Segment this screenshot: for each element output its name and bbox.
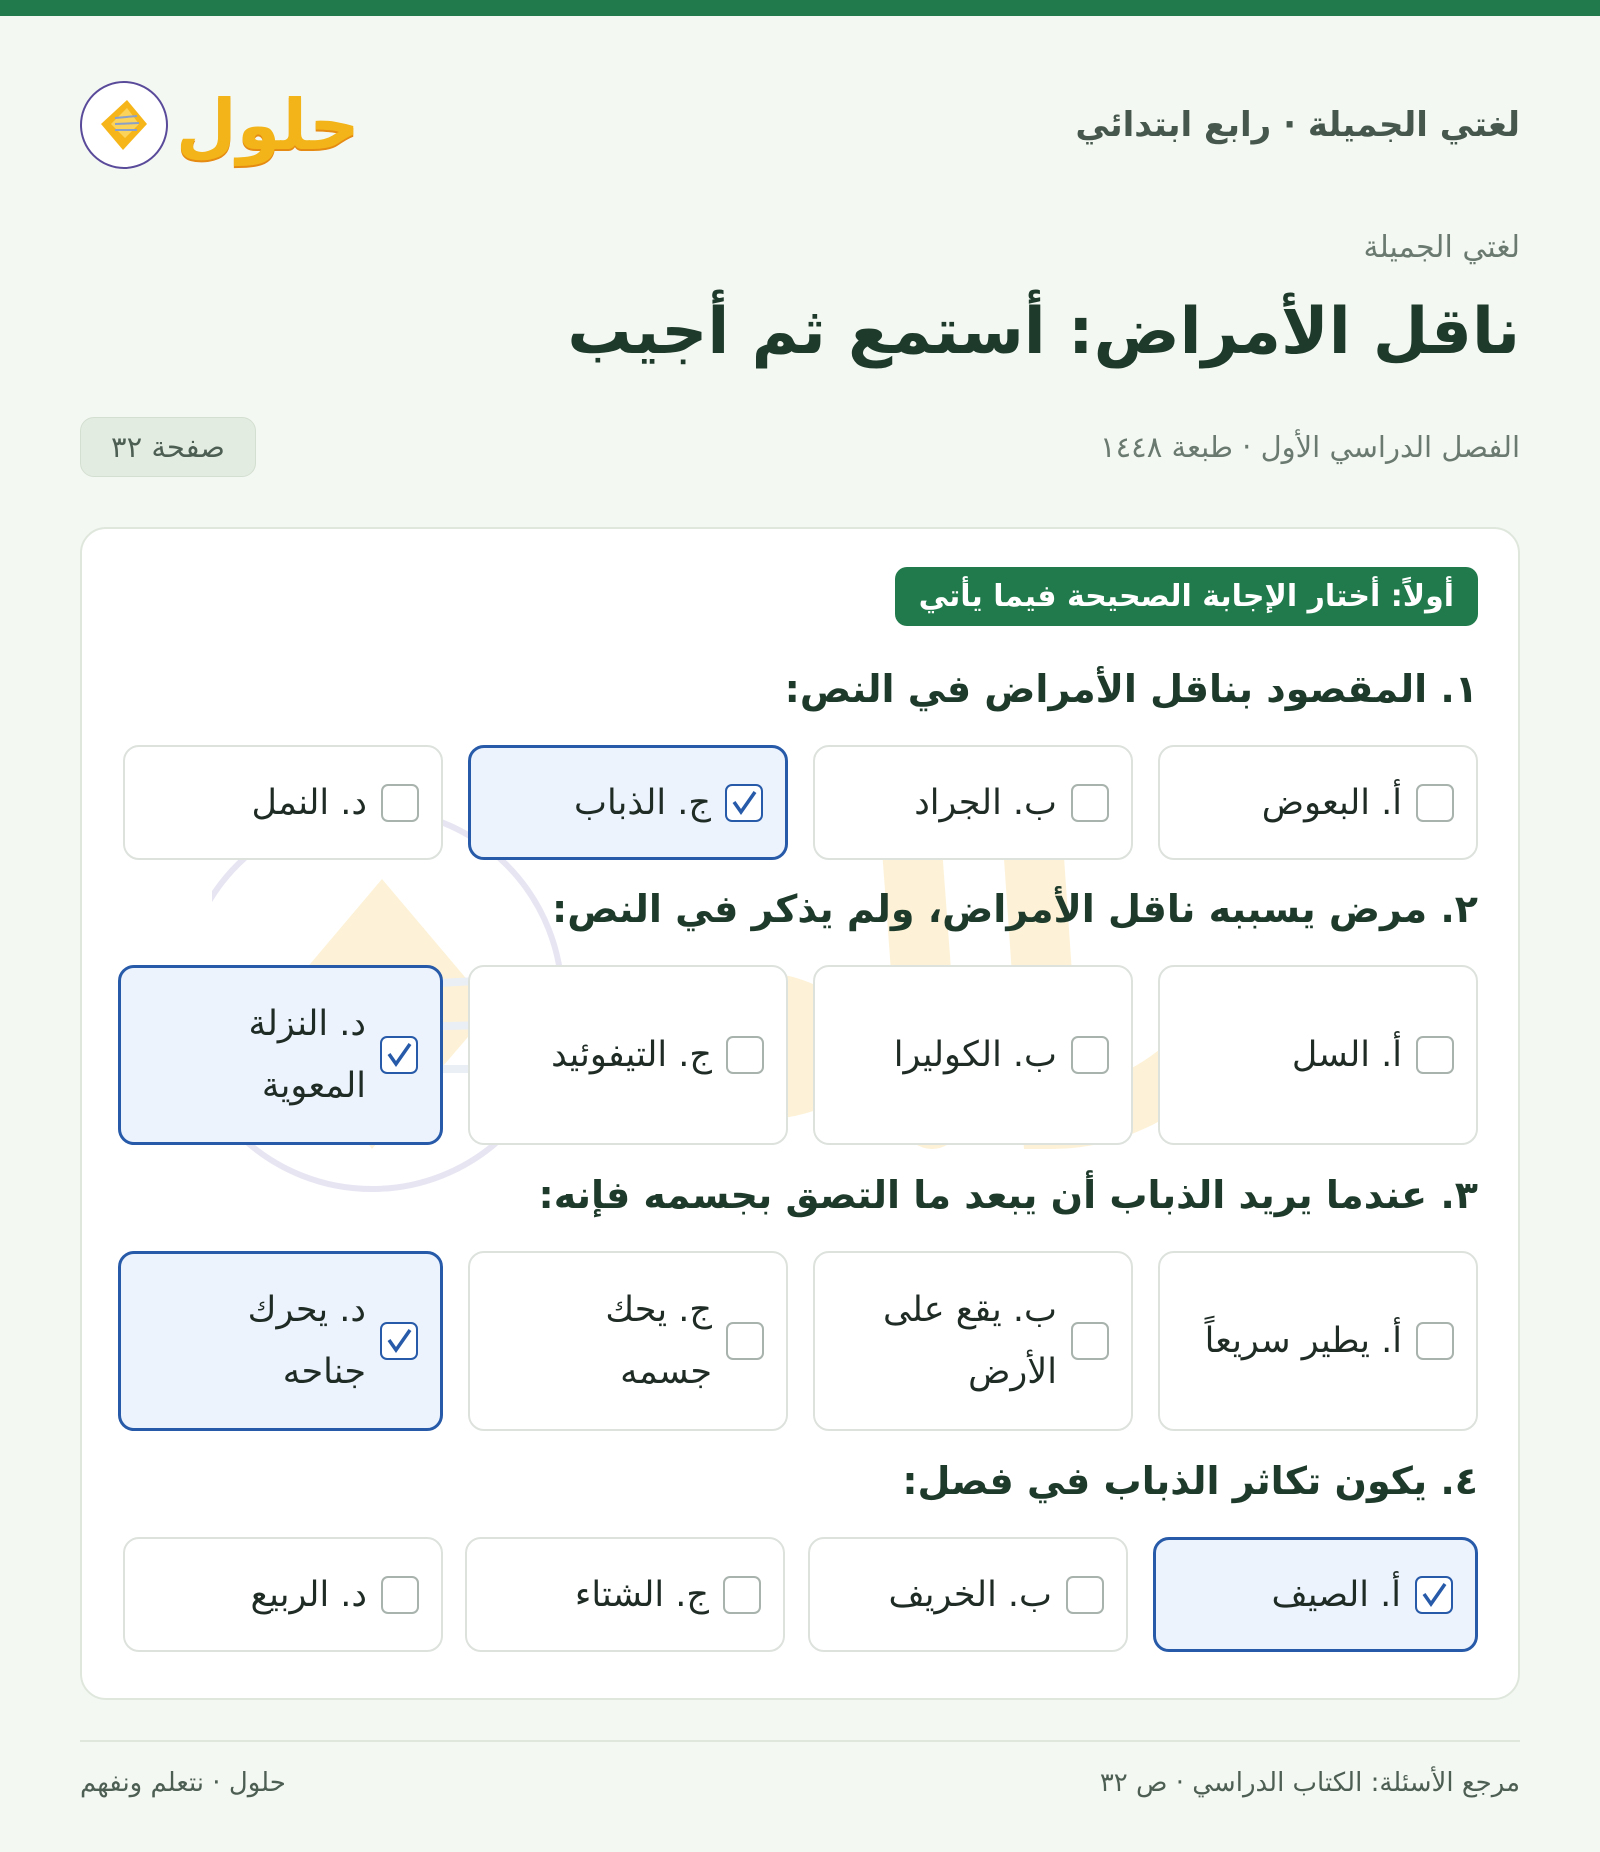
checkbox[interactable]: [381, 1576, 419, 1614]
option-label: ب. الكوليرا: [893, 1035, 1057, 1075]
option-label: د. النزلة المعوية: [248, 1004, 366, 1106]
checkbox[interactable]: [1415, 1576, 1453, 1614]
checkbox[interactable]: [1416, 1036, 1454, 1074]
checkbox[interactable]: [726, 1322, 764, 1360]
option-label: ب. يقع على الأرض: [882, 1290, 1057, 1392]
option-d[interactable]: [123, 745, 443, 860]
logo-wordmark: حلول: [176, 84, 360, 166]
option-a[interactable]: [1158, 1251, 1478, 1431]
option-c[interactable]: [468, 965, 788, 1145]
site-title: لغتي الجميلة · رابع ابتدائي: [1075, 105, 1520, 145]
option-b[interactable]: [813, 1251, 1133, 1431]
checkbox[interactable]: [1071, 1036, 1109, 1074]
footer-divider: [80, 1740, 1520, 1742]
option-label: ب. الخريف: [888, 1574, 1052, 1615]
book-logo-icon: [80, 81, 168, 169]
option-d[interactable]: [118, 1251, 443, 1431]
checkbox[interactable]: [1066, 1576, 1104, 1614]
option-label: ج. يحك جسمه: [605, 1290, 712, 1392]
checkbox[interactable]: [1416, 784, 1454, 822]
question-text: ١. المقصود بناقل الأمراض في النص:: [784, 667, 1478, 711]
question-4: [118, 1451, 1478, 1700]
footer-tagline: حلول · نتعلم ونفهم: [80, 1768, 286, 1798]
question-text: ٢. مرض يسببه ناقل الأمراض، ولم يذكر في النص:: [552, 887, 1478, 931]
option-c[interactable]: [468, 1251, 788, 1431]
site-header: [80, 70, 1520, 180]
checkbox[interactable]: [1416, 1322, 1454, 1360]
options-group: [118, 965, 1478, 1145]
section-badge: أولاً: أختار الإجابة الصحيحة فيما يأتي: [895, 567, 1478, 626]
option-a[interactable]: [1153, 1537, 1478, 1652]
option-label: ب. الجراد: [914, 782, 1057, 823]
option-label: أ. السل: [1291, 1035, 1402, 1075]
option-label: د. النمل: [251, 782, 367, 823]
option-c[interactable]: [465, 1537, 785, 1652]
subject-eyebrow: لغتي الجميلة: [1363, 230, 1520, 265]
option-label: د. يحرك جناحه: [247, 1290, 366, 1392]
checkbox[interactable]: [1071, 784, 1109, 822]
checkbox[interactable]: [1071, 1322, 1109, 1360]
checkbox[interactable]: [726, 1036, 764, 1074]
checkbox[interactable]: [380, 1036, 418, 1074]
question-text: ٣. عندما يريد الذباب أن يبعد ما التصق بجسمه فإنه:: [538, 1173, 1478, 1217]
option-c[interactable]: [468, 745, 788, 860]
checkbox[interactable]: [380, 1322, 418, 1360]
options-group: [118, 1251, 1478, 1431]
option-label: د. الربيع: [250, 1574, 367, 1615]
option-b[interactable]: [813, 965, 1133, 1145]
edition-text: الفصل الدراسي الأول · طبعة ١٤٤٨: [1100, 430, 1520, 464]
option-b[interactable]: [813, 745, 1133, 860]
question-3: [118, 1165, 1478, 1431]
checkbox[interactable]: [723, 1576, 761, 1614]
page-number-chip: صفحة ٣٢: [80, 417, 256, 477]
option-label: أ. البعوض: [1261, 782, 1402, 823]
question-2: [118, 879, 1478, 1145]
options-group: [118, 1537, 1478, 1700]
question-text: ٤. يكون تكاثر الذباب في فصل:: [902, 1459, 1478, 1503]
footer-reference: مرجع الأسئلة: الكتاب الدراسي · ص ٣٢: [1099, 1768, 1520, 1798]
page-footer: [80, 1768, 1520, 1798]
checkbox[interactable]: [381, 784, 419, 822]
page-title: ناقل الأمراض: أستمع ثم أجيب: [567, 295, 1520, 369]
option-d[interactable]: [118, 965, 443, 1145]
option-label: ج. التيفوئيد: [551, 1035, 712, 1075]
option-label: أ. يطير سريعاً: [1204, 1321, 1402, 1361]
option-label: ج. الذباب: [574, 782, 711, 823]
option-label: ج. الشتاء: [574, 1574, 709, 1615]
meta-row: [80, 412, 1520, 482]
exercise-card: [80, 527, 1520, 1700]
option-b[interactable]: [808, 1537, 1128, 1652]
option-d[interactable]: [123, 1537, 443, 1652]
option-a[interactable]: [1158, 745, 1478, 860]
checkbox[interactable]: [725, 784, 763, 822]
top-accent-bar: [0, 0, 1600, 16]
option-a[interactable]: [1158, 965, 1478, 1145]
option-label: أ. الصيف: [1271, 1574, 1401, 1615]
site-logo[interactable]: [80, 81, 360, 169]
